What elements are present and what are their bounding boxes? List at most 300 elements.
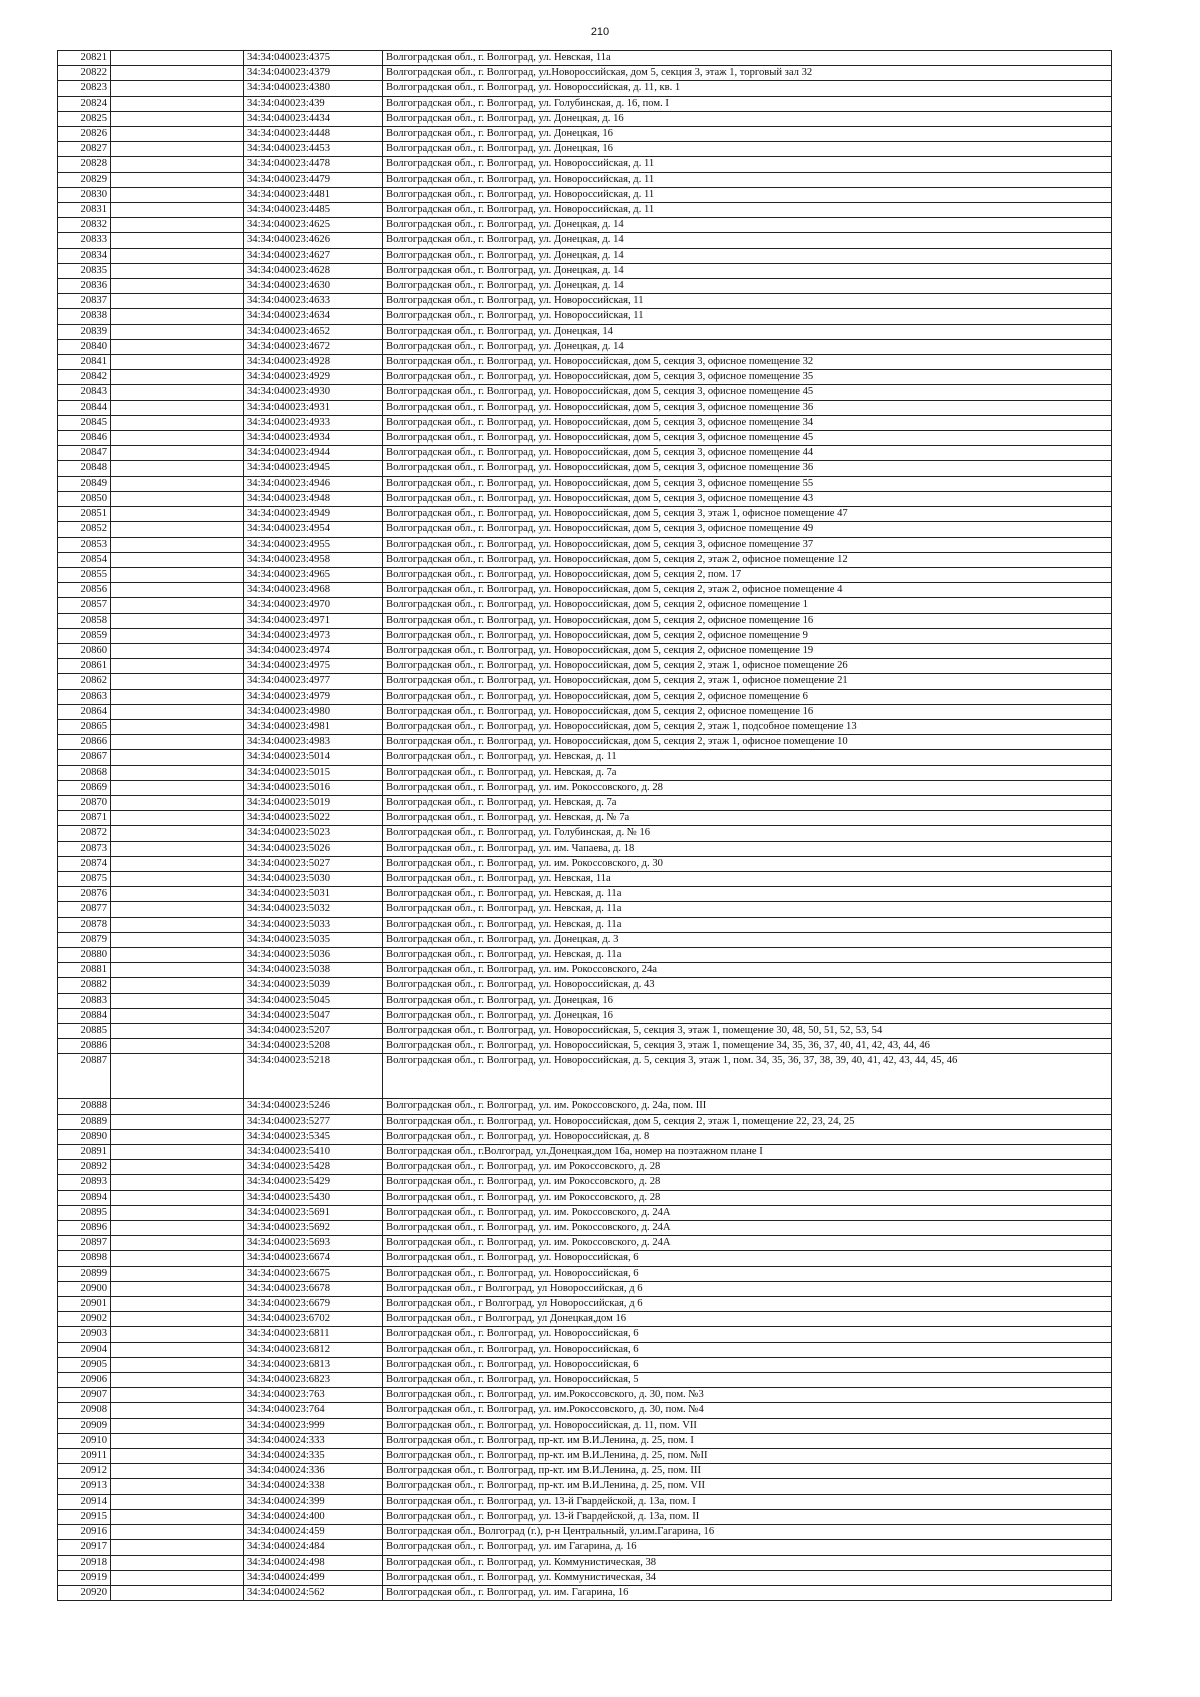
address-cell: Волгоградская обл., г. Волгоград, ул. Донецкая, д. 14 bbox=[383, 279, 1112, 294]
empty-cell bbox=[111, 628, 244, 643]
address-cell: Волгоградская обл., г. Волгоград, ул. Новороссийская, 11 bbox=[383, 294, 1112, 309]
cadastral-number-cell: 34:34:040023:5410 bbox=[244, 1145, 383, 1160]
address-cell: Волгоградская обл., г. Волгоград, ул. им. Рокоссовского, д. 30 bbox=[383, 856, 1112, 871]
row-number-cell: 20821 bbox=[58, 51, 111, 66]
address-cell: Волгоградская обл., г. Волгоград, ул. Невская, 11а bbox=[383, 871, 1112, 886]
address-cell: Волгоградская обл., г. Волгоград, ул. Невская, д. 11а bbox=[383, 902, 1112, 917]
table-row bbox=[58, 567, 1112, 582]
table-row bbox=[58, 339, 1112, 354]
cadastral-number-cell: 34:34:040023:6823 bbox=[244, 1373, 383, 1388]
address-cell: Волгоградская обл., г. Волгоград, ул. Новороссийская, 6 bbox=[383, 1342, 1112, 1357]
row-number-cell: 20863 bbox=[58, 689, 111, 704]
cadastral-number-cell: 34:34:040023:999 bbox=[244, 1418, 383, 1433]
address-cell: Волгоградская обл., г. Волгоград, ул. Новороссийская, 6 bbox=[383, 1357, 1112, 1372]
cadastral-number-cell: 34:34:040023:6678 bbox=[244, 1281, 383, 1296]
cadastral-number-cell: 34:34:040023:4626 bbox=[244, 233, 383, 248]
table-row bbox=[58, 1509, 1112, 1524]
table-row bbox=[58, 887, 1112, 902]
row-number-cell: 20832 bbox=[58, 218, 111, 233]
cadastral-number-cell: 34:34:040023:4979 bbox=[244, 689, 383, 704]
empty-cell bbox=[111, 1509, 244, 1524]
cadastral-number-cell: 34:34:040023:4634 bbox=[244, 309, 383, 324]
cadastral-number-cell: 34:34:040023:4944 bbox=[244, 446, 383, 461]
empty-cell bbox=[111, 400, 244, 415]
row-number-cell: 20899 bbox=[58, 1266, 111, 1281]
table-row bbox=[58, 643, 1112, 658]
address-cell: Волгоградская обл., г. Волгоград, ул. Новороссийская, дом 5, секция 2, офисное помещение 19 bbox=[383, 643, 1112, 658]
cadastral-number-cell: 34:34:040023:5208 bbox=[244, 1039, 383, 1054]
table-row bbox=[58, 826, 1112, 841]
table-row bbox=[58, 507, 1112, 522]
table-row bbox=[58, 628, 1112, 643]
empty-cell bbox=[111, 1327, 244, 1342]
row-number-cell: 20822 bbox=[58, 66, 111, 81]
cadastral-number-cell: 34:34:040023:763 bbox=[244, 1388, 383, 1403]
cadastral-number-cell: 34:34:040023:4958 bbox=[244, 552, 383, 567]
empty-cell bbox=[111, 1388, 244, 1403]
table-row bbox=[58, 1585, 1112, 1600]
address-cell: Волгоградская обл., г. Волгоград, ул. Голубинская, д. 16, пом. I bbox=[383, 96, 1112, 111]
table-row bbox=[58, 871, 1112, 886]
empty-cell bbox=[111, 917, 244, 932]
empty-cell bbox=[111, 1251, 244, 1266]
row-number-cell: 20887 bbox=[58, 1054, 111, 1099]
row-number-cell: 20826 bbox=[58, 127, 111, 142]
empty-cell bbox=[111, 263, 244, 278]
cadastral-number-cell: 34:34:040024:562 bbox=[244, 1585, 383, 1600]
table-row bbox=[58, 1024, 1112, 1039]
cadastral-number-cell: 34:34:040023:5691 bbox=[244, 1205, 383, 1220]
row-number-cell: 20835 bbox=[58, 263, 111, 278]
table-row bbox=[58, 1327, 1112, 1342]
empty-cell bbox=[111, 309, 244, 324]
empty-cell bbox=[111, 339, 244, 354]
cadastral-number-cell: 34:34:040024:335 bbox=[244, 1449, 383, 1464]
empty-cell bbox=[111, 203, 244, 218]
address-cell: Волгоградская обл., г. Волгоград, ул. Новороссийская, д. 8 bbox=[383, 1129, 1112, 1144]
table-row bbox=[58, 932, 1112, 947]
cadastral-number-cell: 34:34:040023:4934 bbox=[244, 431, 383, 446]
table-row bbox=[58, 1175, 1112, 1190]
address-cell: Волгоградская обл., г. Волгоград, ул. им. Рокоссовского, д. 24А bbox=[383, 1236, 1112, 1251]
empty-cell bbox=[111, 1464, 244, 1479]
table-row bbox=[58, 993, 1112, 1008]
table-row bbox=[58, 1525, 1112, 1540]
empty-cell bbox=[111, 370, 244, 385]
cadastral-number-cell: 34:34:040024:400 bbox=[244, 1509, 383, 1524]
table-row bbox=[58, 1114, 1112, 1129]
table-row bbox=[58, 552, 1112, 567]
address-cell: Волгоградская обл., г. Волгоград, ул. им. Чапаева, д. 18 bbox=[383, 841, 1112, 856]
empty-cell bbox=[111, 841, 244, 856]
empty-cell bbox=[111, 1039, 244, 1054]
table-row bbox=[58, 735, 1112, 750]
row-number-cell: 20898 bbox=[58, 1251, 111, 1266]
table-row bbox=[58, 856, 1112, 871]
cadastral-number-cell: 34:34:040023:4945 bbox=[244, 461, 383, 476]
address-cell: Волгоградская обл., г. Волгоград, ул. 13-й Гвардейской, д. 13а, пом. I bbox=[383, 1494, 1112, 1509]
empty-cell bbox=[111, 1525, 244, 1540]
table-row bbox=[58, 248, 1112, 263]
empty-cell bbox=[111, 963, 244, 978]
row-number-cell: 20865 bbox=[58, 719, 111, 734]
table-row bbox=[58, 279, 1112, 294]
address-cell: Волгоградская обл., г. Волгоград, ул. Новороссийская, дом 5, секция 3, офисное помещение 34 bbox=[383, 415, 1112, 430]
empty-cell bbox=[111, 415, 244, 430]
table-row bbox=[58, 750, 1112, 765]
row-number-cell: 20862 bbox=[58, 674, 111, 689]
row-number-cell: 20868 bbox=[58, 765, 111, 780]
registry-table-body bbox=[58, 51, 1112, 1601]
row-number-cell: 20849 bbox=[58, 476, 111, 491]
empty-cell bbox=[111, 1540, 244, 1555]
empty-cell bbox=[111, 613, 244, 628]
address-cell: Волгоградская обл., г. Волгоград, ул. Коммунистическая, 38 bbox=[383, 1555, 1112, 1570]
row-number-cell: 20891 bbox=[58, 1145, 111, 1160]
address-cell: Волгоградская обл., г. Волгоград, ул. Голубинская, д. № 16 bbox=[383, 826, 1112, 841]
row-number-cell: 20859 bbox=[58, 628, 111, 643]
cadastral-number-cell: 34:34:040023:4974 bbox=[244, 643, 383, 658]
address-cell: Волгоградская обл., г. Волгоград, ул. им Рокоссовского, д. 28 bbox=[383, 1190, 1112, 1205]
row-number-cell: 20878 bbox=[58, 917, 111, 932]
table-row bbox=[58, 263, 1112, 278]
empty-cell bbox=[111, 324, 244, 339]
table-row bbox=[58, 461, 1112, 476]
cadastral-number-cell: 34:34:040023:6811 bbox=[244, 1327, 383, 1342]
address-cell: Волгоградская обл., г. Волгоград, ул. Невская, д. 7а bbox=[383, 765, 1112, 780]
empty-cell bbox=[111, 248, 244, 263]
address-cell: Волгоградская обл., г. Волгоград, ул. им. Рокоссовского, д. 24А bbox=[383, 1205, 1112, 1220]
row-number-cell: 20876 bbox=[58, 887, 111, 902]
table-row bbox=[58, 476, 1112, 491]
cadastral-number-cell: 34:34:040023:4981 bbox=[244, 719, 383, 734]
empty-cell bbox=[111, 233, 244, 248]
empty-cell bbox=[111, 355, 244, 370]
table-row bbox=[58, 1373, 1112, 1388]
address-cell: Волгоградская обл., г. Волгоград, ул. Донецкая, 16 bbox=[383, 1008, 1112, 1023]
address-cell: Волгоградская обл., г. Волгоград, ул. им Гагарина, д. 16 bbox=[383, 1540, 1112, 1555]
row-number-cell: 20886 bbox=[58, 1039, 111, 1054]
empty-cell bbox=[111, 1099, 244, 1114]
row-number-cell: 20906 bbox=[58, 1373, 111, 1388]
row-number-cell: 20870 bbox=[58, 795, 111, 810]
table-row bbox=[58, 1540, 1112, 1555]
empty-cell bbox=[111, 1266, 244, 1281]
address-cell: Волгоградская обл., г. Волгоград, ул. Новороссийская, д. 11 bbox=[383, 203, 1112, 218]
row-number-cell: 20847 bbox=[58, 446, 111, 461]
row-number-cell: 20830 bbox=[58, 187, 111, 202]
row-number-cell: 20837 bbox=[58, 294, 111, 309]
table-row bbox=[58, 400, 1112, 415]
address-cell: Волгоградская обл., г. Волгоград, ул. Донецкая, д. 16 bbox=[383, 111, 1112, 126]
cadastral-number-cell: 34:34:040023:6702 bbox=[244, 1312, 383, 1327]
row-number-cell: 20836 bbox=[58, 279, 111, 294]
address-cell: Волгоградская обл., г. Волгоград, ул. Невская, 11а bbox=[383, 51, 1112, 66]
address-cell: Волгоградская обл., г. Волгоград, ул. Донецкая, д. 14 bbox=[383, 339, 1112, 354]
cadastral-number-cell: 34:34:040023:5429 bbox=[244, 1175, 383, 1190]
table-row bbox=[58, 1433, 1112, 1448]
empty-cell bbox=[111, 461, 244, 476]
cadastral-number-cell: 34:34:040023:764 bbox=[244, 1403, 383, 1418]
table-row bbox=[58, 66, 1112, 81]
cadastral-number-cell: 34:34:040023:4931 bbox=[244, 400, 383, 415]
row-number-cell: 20904 bbox=[58, 1342, 111, 1357]
cadastral-number-cell: 34:34:040023:5693 bbox=[244, 1236, 383, 1251]
empty-cell bbox=[111, 1221, 244, 1236]
address-cell: Волгоградская обл., г. Волгоград, ул. Новороссийская, дом 5, секция 2, офисное помещение 16 bbox=[383, 704, 1112, 719]
empty-cell bbox=[111, 1160, 244, 1175]
row-number-cell: 20848 bbox=[58, 461, 111, 476]
address-cell: Волгоградская обл., г. Волгоград, ул. Новороссийская, дом 5, секция 3, офисное помещение 45 bbox=[383, 385, 1112, 400]
empty-cell bbox=[111, 552, 244, 567]
address-cell: Волгоградская обл., г. Волгоград, ул. Новороссийская, дом 5, секция 3, офисное помещение 43 bbox=[383, 491, 1112, 506]
cadastral-number-cell: 34:34:040023:4949 bbox=[244, 507, 383, 522]
cadastral-number-cell: 34:34:040023:5207 bbox=[244, 1024, 383, 1039]
table-row bbox=[58, 96, 1112, 111]
cadastral-number-cell: 34:34:040023:4375 bbox=[244, 51, 383, 66]
table-row bbox=[58, 1312, 1112, 1327]
table-row bbox=[58, 537, 1112, 552]
address-cell: Волгоградская обл., г Волгоград, ул Новороссийская, д 6 bbox=[383, 1297, 1112, 1312]
row-number-cell: 20838 bbox=[58, 309, 111, 324]
address-cell: Волгоградская обл., г. Волгоград, ул. Новороссийская, дом 5, секция 3, офисное помещение 36 bbox=[383, 400, 1112, 415]
table-row bbox=[58, 491, 1112, 506]
address-cell: Волгоградская обл., г. Волгоград, ул. Невская, д. 7а bbox=[383, 795, 1112, 810]
empty-cell bbox=[111, 750, 244, 765]
row-number-cell: 20917 bbox=[58, 1540, 111, 1555]
row-number-cell: 20869 bbox=[58, 780, 111, 795]
cadastral-number-cell: 34:34:040023:4633 bbox=[244, 294, 383, 309]
row-number-cell: 20845 bbox=[58, 415, 111, 430]
table-row bbox=[58, 1266, 1112, 1281]
address-cell: Волгоградская обл., г. Волгоград, ул. Новороссийская, дом 5, секция 2, этаж 1, офисное помещение 26 bbox=[383, 659, 1112, 674]
row-number-cell: 20855 bbox=[58, 567, 111, 582]
table-row bbox=[58, 1160, 1112, 1175]
cadastral-number-cell: 34:34:040024:484 bbox=[244, 1540, 383, 1555]
address-cell: Волгоградская обл., г. Волгоград, ул. 13-й Гвардейской, д. 13а, пом. II bbox=[383, 1509, 1112, 1524]
empty-cell bbox=[111, 1373, 244, 1388]
table-row bbox=[58, 127, 1112, 142]
empty-cell bbox=[111, 689, 244, 704]
cadastral-number-cell: 34:34:040023:4448 bbox=[244, 127, 383, 142]
address-cell: Волгоградская обл., г. Волгоград, ул. Донецкая, 14 bbox=[383, 324, 1112, 339]
empty-cell bbox=[111, 187, 244, 202]
address-cell: Волгоградская обл., г. Волгоград, ул. Новороссийская, дом 5, секция 2, этаж 2, офисное помещение 4 bbox=[383, 583, 1112, 598]
empty-cell bbox=[111, 476, 244, 491]
empty-cell bbox=[111, 385, 244, 400]
address-cell: Волгоградская обл., г. Волгоград, ул. Новороссийская, дом 5, секция 3, офисное помещение 55 bbox=[383, 476, 1112, 491]
row-number-cell: 20918 bbox=[58, 1555, 111, 1570]
table-row bbox=[58, 172, 1112, 187]
cadastral-number-cell: 34:34:040024:499 bbox=[244, 1570, 383, 1585]
address-cell: Волгоградская обл., г. Волгоград, ул. Донецкая, д. 14 bbox=[383, 218, 1112, 233]
row-number-cell: 20884 bbox=[58, 1008, 111, 1023]
row-number-cell: 20893 bbox=[58, 1175, 111, 1190]
cadastral-number-cell: 34:34:040023:5036 bbox=[244, 947, 383, 962]
row-number-cell: 20908 bbox=[58, 1403, 111, 1418]
row-number-cell: 20851 bbox=[58, 507, 111, 522]
empty-cell bbox=[111, 522, 244, 537]
address-cell: Волгоградская обл., г. Волгоград, ул. им Рокоссовского, д. 28 bbox=[383, 1160, 1112, 1175]
cadastral-number-cell: 34:34:040023:4975 bbox=[244, 659, 383, 674]
table-row bbox=[58, 1342, 1112, 1357]
cadastral-number-cell: 34:34:040023:5015 bbox=[244, 765, 383, 780]
row-number-cell: 20911 bbox=[58, 1449, 111, 1464]
empty-cell bbox=[111, 871, 244, 886]
address-cell: Волгоградская обл., г. Волгоград, ул. им.Рокоссовского, д. 30, пом. №3 bbox=[383, 1388, 1112, 1403]
empty-cell bbox=[111, 765, 244, 780]
table-row bbox=[58, 385, 1112, 400]
cadastral-number-cell: 34:34:040023:6813 bbox=[244, 1357, 383, 1372]
row-number-cell: 20882 bbox=[58, 978, 111, 993]
table-row bbox=[58, 1418, 1112, 1433]
row-number-cell: 20910 bbox=[58, 1433, 111, 1448]
cadastral-number-cell: 34:34:040024:498 bbox=[244, 1555, 383, 1570]
cadastral-number-cell: 34:34:040023:5038 bbox=[244, 963, 383, 978]
cadastral-number-cell: 34:34:040023:4479 bbox=[244, 172, 383, 187]
row-number-cell: 20913 bbox=[58, 1479, 111, 1494]
empty-cell bbox=[111, 1357, 244, 1372]
cadastral-number-cell: 34:34:040023:4652 bbox=[244, 324, 383, 339]
row-number-cell: 20834 bbox=[58, 248, 111, 263]
address-cell: Волгоградская обл., г Волгоград, ул Новороссийская, д 6 bbox=[383, 1281, 1112, 1296]
address-cell: Волгоградская обл., г. Волгоград, ул. Новороссийская, дом 5, секция 2, офисное помещение 1 bbox=[383, 598, 1112, 613]
cadastral-number-cell: 34:34:040023:4628 bbox=[244, 263, 383, 278]
empty-cell bbox=[111, 947, 244, 962]
address-cell: Волгоградская обл., г. Волгоград, пр-кт. им В.И.Ленина, д. 25, пом. III bbox=[383, 1464, 1112, 1479]
cadastral-number-cell: 34:34:040023:4453 bbox=[244, 142, 383, 157]
address-cell: Волгоградская обл., г. Волгоград, ул. Новороссийская, д. 11, пом. VII bbox=[383, 1418, 1112, 1433]
table-row bbox=[58, 111, 1112, 126]
address-cell: Волгоградская обл., г. Волгоград, ул. Коммунистическая, 34 bbox=[383, 1570, 1112, 1585]
cadastral-number-cell: 34:34:040023:5039 bbox=[244, 978, 383, 993]
address-cell: Волгоградская обл., г. Волгоград, ул. Новороссийская, 6 bbox=[383, 1327, 1112, 1342]
empty-cell bbox=[111, 1555, 244, 1570]
cadastral-number-cell: 34:34:040023:5023 bbox=[244, 826, 383, 841]
address-cell: Волгоградская обл., г. Волгоград, ул. Невская, д. 11 bbox=[383, 750, 1112, 765]
address-cell: Волгоградская обл., г. Волгоград, ул. им. Рокоссовского, д. 28 bbox=[383, 780, 1112, 795]
cadastral-number-cell: 34:34:040023:6674 bbox=[244, 1251, 383, 1266]
cadastral-number-cell: 34:34:040023:5692 bbox=[244, 1221, 383, 1236]
row-number-cell: 20873 bbox=[58, 841, 111, 856]
row-number-cell: 20883 bbox=[58, 993, 111, 1008]
table-row bbox=[58, 1555, 1112, 1570]
row-number-cell: 20903 bbox=[58, 1327, 111, 1342]
row-number-cell: 20892 bbox=[58, 1160, 111, 1175]
row-number-cell: 20897 bbox=[58, 1236, 111, 1251]
address-cell: Волгоградская обл., г Волгоград, ул Донецкая,дом 16 bbox=[383, 1312, 1112, 1327]
table-row bbox=[58, 446, 1112, 461]
empty-cell bbox=[111, 279, 244, 294]
row-number-cell: 20872 bbox=[58, 826, 111, 841]
table-row bbox=[58, 415, 1112, 430]
cadastral-number-cell: 34:34:040023:5218 bbox=[244, 1054, 383, 1099]
row-number-cell: 20852 bbox=[58, 522, 111, 537]
table-row bbox=[58, 917, 1112, 932]
address-cell: Волгоградская обл., г. Волгоград, ул. им. Рокоссовского, 24а bbox=[383, 963, 1112, 978]
address-cell: Волгоградская обл., г. Волгоград, ул. Новороссийская, д. 11 bbox=[383, 172, 1112, 187]
table-row bbox=[58, 1297, 1112, 1312]
table-row bbox=[58, 81, 1112, 96]
address-cell: Волгоградская обл., г. Волгоград, ул. им. Рокоссовского, д. 24А bbox=[383, 1221, 1112, 1236]
row-number-cell: 20850 bbox=[58, 491, 111, 506]
cadastral-number-cell: 34:34:040023:5030 bbox=[244, 871, 383, 886]
address-cell: Волгоградская обл., г. Волгоград, ул. Новороссийская, 5, секция 3, этаж 1, помещение 34, 35, 36, 37, 40, 41, 42, 43, 44, 46 bbox=[383, 1039, 1112, 1054]
cadastral-number-cell: 34:34:040023:4948 bbox=[244, 491, 383, 506]
address-cell: Волгоградская обл., г. Волгоград, ул. Новороссийская, д. 11 bbox=[383, 157, 1112, 172]
row-number-cell: 20857 bbox=[58, 598, 111, 613]
empty-cell bbox=[111, 1342, 244, 1357]
empty-cell bbox=[111, 127, 244, 142]
address-cell: Волгоградская обл., г. Волгоград, ул. Новороссийская, дом 5, секция 2, этаж 2, офисное помещение 12 bbox=[383, 552, 1112, 567]
table-row bbox=[58, 598, 1112, 613]
address-cell: Волгоградская обл., г. Волгоград, ул. Новороссийская, 11 bbox=[383, 309, 1112, 324]
row-number-cell: 20867 bbox=[58, 750, 111, 765]
address-cell: Волгоградская обл., Волгоград (г.), р-н Центральный, ул.им.Гагарина, 16 bbox=[383, 1525, 1112, 1540]
cadastral-number-cell: 34:34:040024:399 bbox=[244, 1494, 383, 1509]
empty-cell bbox=[111, 780, 244, 795]
empty-cell bbox=[111, 704, 244, 719]
empty-cell bbox=[111, 1585, 244, 1600]
cadastral-number-cell: 34:34:040023:4973 bbox=[244, 628, 383, 643]
row-number-cell: 20846 bbox=[58, 431, 111, 446]
empty-cell bbox=[111, 431, 244, 446]
row-number-cell: 20905 bbox=[58, 1357, 111, 1372]
table-row bbox=[58, 1403, 1112, 1418]
row-number-cell: 20915 bbox=[58, 1509, 111, 1524]
row-number-cell: 20828 bbox=[58, 157, 111, 172]
table-row bbox=[58, 1054, 1112, 1099]
table-row bbox=[58, 203, 1112, 218]
table-row bbox=[58, 142, 1112, 157]
row-number-cell: 20824 bbox=[58, 96, 111, 111]
row-number-cell: 20907 bbox=[58, 1388, 111, 1403]
cadastral-number-cell: 34:34:040023:4485 bbox=[244, 203, 383, 218]
table-row bbox=[58, 1449, 1112, 1464]
address-cell: Волгоградская обл., г. Волгоград, ул. Донецкая, д. 14 bbox=[383, 248, 1112, 263]
cadastral-number-cell: 34:34:040023:5246 bbox=[244, 1099, 383, 1114]
address-cell: Волгоградская обл., г. Волгоград, ул. Новороссийская, дом 5, секция 2, офисное помещение 9 bbox=[383, 628, 1112, 643]
cadastral-number-cell: 34:34:040023:4379 bbox=[244, 66, 383, 81]
table-row bbox=[58, 659, 1112, 674]
address-cell: Волгоградская обл., г. Волгоград, ул. Донецкая, д. 14 bbox=[383, 233, 1112, 248]
empty-cell bbox=[111, 157, 244, 172]
row-number-cell: 20827 bbox=[58, 142, 111, 157]
address-cell: Волгоградская обл., г. Волгоград, ул. Новороссийская, дом 5, секция 3, офисное помещение 49 bbox=[383, 522, 1112, 537]
row-number-cell: 20866 bbox=[58, 735, 111, 750]
table-row bbox=[58, 1099, 1112, 1114]
address-cell: Волгоградская обл., г. Волгоград, ул. Новороссийская, дом 5, секция 2, офисное помещение 16 bbox=[383, 613, 1112, 628]
empty-cell bbox=[111, 172, 244, 187]
cadastral-number-cell: 34:34:040023:4965 bbox=[244, 567, 383, 582]
address-cell: Волгоградская обл., г. Волгоград, ул. Донецкая, 16 bbox=[383, 993, 1112, 1008]
row-number-cell: 20823 bbox=[58, 81, 111, 96]
table-row bbox=[58, 1388, 1112, 1403]
row-number-cell: 20916 bbox=[58, 1525, 111, 1540]
empty-cell bbox=[111, 1236, 244, 1251]
cadastral-number-cell: 34:34:040023:4434 bbox=[244, 111, 383, 126]
table-row bbox=[58, 947, 1112, 962]
address-cell: Волгоградская обл., г. Волгоград, ул. им Рокоссовского, д. 28 bbox=[383, 1175, 1112, 1190]
row-number-cell: 20854 bbox=[58, 552, 111, 567]
empty-cell bbox=[111, 1449, 244, 1464]
row-number-cell: 20902 bbox=[58, 1312, 111, 1327]
address-cell: Волгоградская обл., г. Волгоград, пр-кт. им В.И.Ленина, д. 25, пом. VII bbox=[383, 1479, 1112, 1494]
cadastral-number-cell: 34:34:040023:4672 bbox=[244, 339, 383, 354]
table-row bbox=[58, 157, 1112, 172]
address-cell: Волгоградская обл., г. Волгоград, пр-кт. им В.И.Ленина, д. 25, пом. №II bbox=[383, 1449, 1112, 1464]
address-cell: Волгоградская обл., г. Волгоград, ул. Донецкая, д. 14 bbox=[383, 263, 1112, 278]
